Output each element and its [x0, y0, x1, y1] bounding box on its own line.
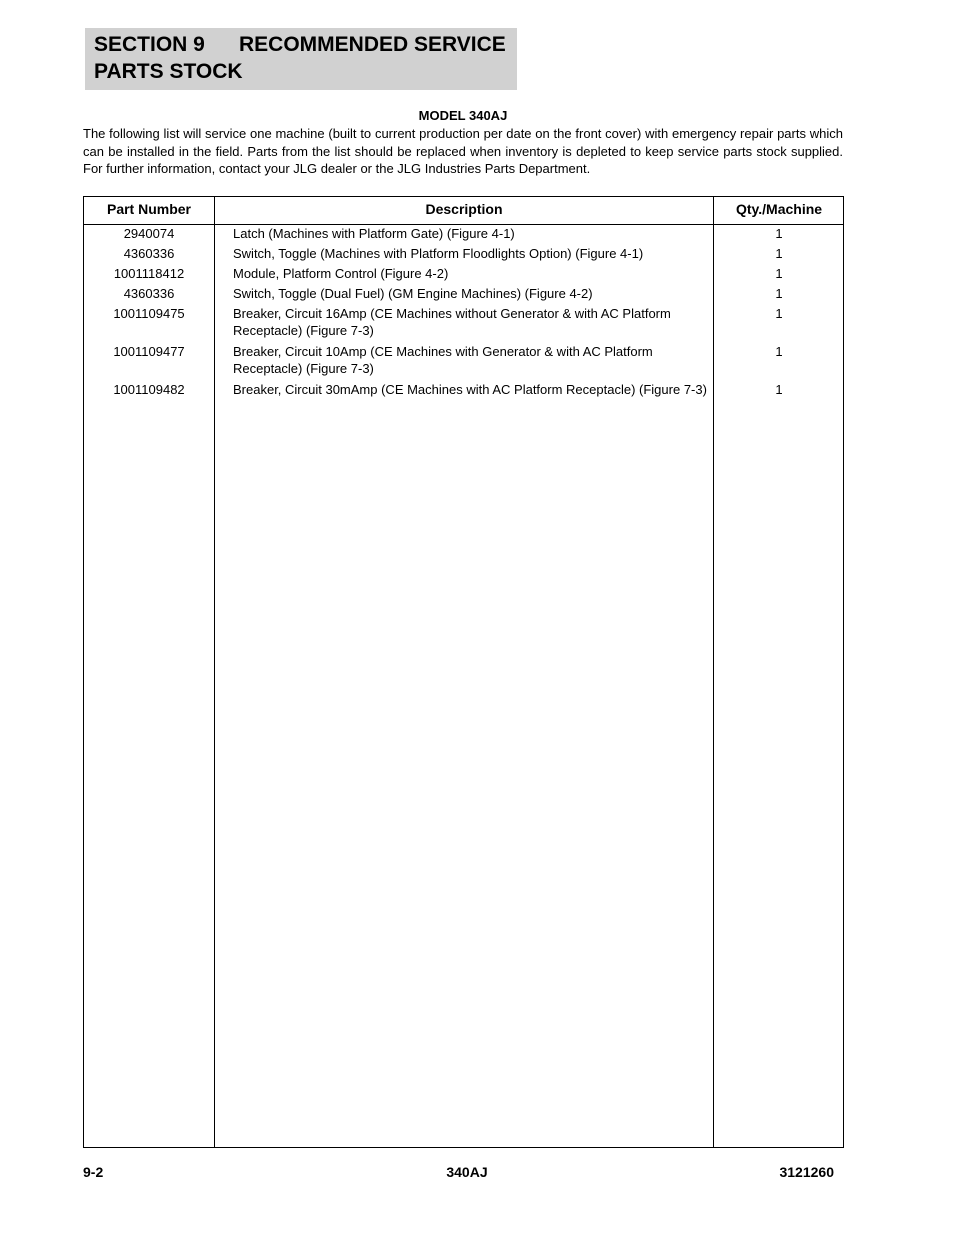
table-row — [84, 265, 843, 282]
section-title-line-2: PARTS STOCK — [94, 60, 243, 83]
section-number: SECTION 9 — [94, 33, 205, 56]
part-number-cell: 1001109477 — [113, 344, 185, 359]
section-title-line-1 — [94, 31, 517, 58]
part-number-cell: 1001109482 — [113, 382, 185, 397]
intro-paragraph: The following list will service one machine (built to current production per date on the front cover) with emergency repair parts which can be installed in the field. Parts from the list should be replaced when inventory is depleted to keep service parts stock supplied. For further information, contact your JLG dealer or the JLG Industries Parts Department. — [83, 126, 843, 177]
qty-cell: 1 — [775, 344, 783, 359]
column-header-description: Description — [425, 201, 503, 217]
description-cell: Switch, Toggle (Dual Fuel) (GM Engine Machines) (Figure 4-2) — [233, 286, 593, 301]
footer-model: 340AJ — [446, 1164, 488, 1180]
part-number-cell: 2940074 — [123, 226, 175, 241]
description-cell: Switch, Toggle (Machines with Platform Floodlights Option) (Figure 4-1) — [233, 246, 644, 261]
description-cell: Module, Platform Control (Figure 4-2) — [233, 266, 449, 281]
description-cell: Latch (Machines with Platform Gate) (Figure 4-1) — [233, 226, 515, 241]
part-number-cell: 4360336 — [123, 286, 175, 301]
description-cell: Breaker, Circuit 30mAmp (CE Machines with AC Platform Receptacle) (Figure 7-3) — [233, 382, 707, 397]
section-header — [85, 28, 517, 90]
description-cell: Breaker, Circuit 10Amp (CE Machines with Generator & with AC Platform Receptacle) (Figure 7-3) — [233, 344, 653, 376]
qty-cell: 1 — [775, 266, 783, 281]
model-title: MODEL 340AJ — [418, 108, 508, 123]
table-row — [84, 343, 843, 377]
column-header-qty: Qty./Machine — [735, 201, 823, 217]
table-row — [84, 225, 843, 242]
part-number-cell: 4360336 — [123, 246, 175, 261]
section-title: RECOMMENDED SERVICE — [239, 33, 506, 56]
column-header-part-number: Part Number — [106, 201, 192, 217]
footer-page-number: 9-2 — [83, 1164, 104, 1180]
table-row — [84, 285, 843, 302]
qty-cell: 1 — [775, 382, 783, 397]
qty-cell: 1 — [775, 306, 783, 321]
footer-doc-number: 3121260 — [779, 1164, 834, 1180]
description-cell: Breaker, Circuit 16Amp (CE Machines without Generator & with AC Platform Receptacle) (Figure 7-3) — [233, 306, 671, 338]
qty-cell: 1 — [775, 246, 783, 261]
part-number-cell: 1001118412 — [113, 266, 185, 281]
part-number-cell: 1001109475 — [113, 306, 185, 321]
table-row — [84, 381, 843, 398]
qty-cell: 1 — [775, 226, 783, 241]
qty-cell: 1 — [775, 286, 783, 301]
parts-table — [83, 196, 844, 1148]
table-row — [84, 305, 843, 339]
table-body — [84, 225, 843, 398]
table-row — [84, 245, 843, 262]
